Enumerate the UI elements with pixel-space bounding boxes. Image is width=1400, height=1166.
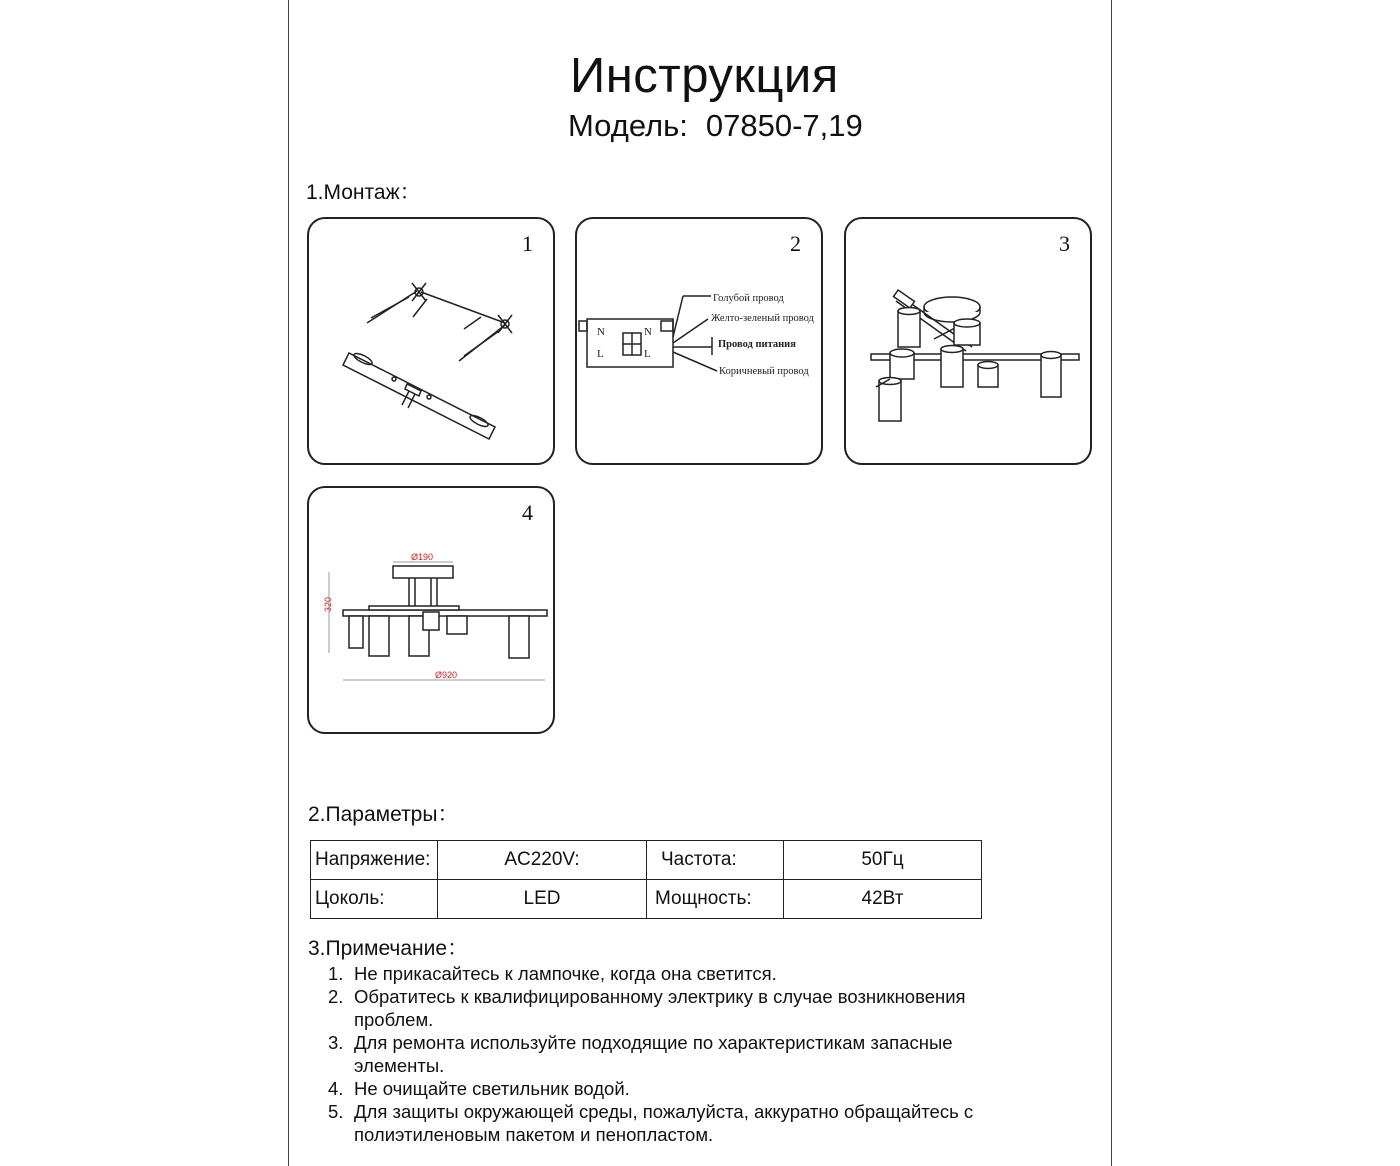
mounting-bracket-illustration xyxy=(309,219,557,467)
table-row xyxy=(311,880,982,919)
param-label: Мощность: xyxy=(647,880,784,919)
list-item: 3. Для ремонта используйте подходящие по характеристикам запасные элементы. xyxy=(328,1032,953,1076)
wire-label-yellow-green: Желто-зеленый провод xyxy=(711,313,814,324)
figure-panel-3 xyxy=(844,217,1092,465)
panel-number: 4 xyxy=(522,500,533,525)
figure-panel-1 xyxy=(307,217,555,465)
wire-label-blue: Голубой провод xyxy=(713,293,784,304)
figure-panel-2 xyxy=(575,217,823,465)
wire-label-brown: Коричневый провод xyxy=(719,366,809,377)
section-mounting-heading: 1.Монтаж： xyxy=(306,181,421,204)
dimension-drawing xyxy=(309,488,557,736)
dimension-height: 320 xyxy=(323,596,333,612)
list-item: 5. Для защиты окружающей среды, пожалуйста, аккуратно обращайтесь с полиэтиленовым пакетом и пенопластом. xyxy=(328,1101,974,1145)
terminal-letter-l: L xyxy=(597,348,604,360)
param-value: 42Вт xyxy=(784,880,982,919)
section-parameters-heading: 2.Параметры： xyxy=(308,803,459,826)
panel-number: 2 xyxy=(790,231,801,256)
page-title: Инструкция xyxy=(570,49,839,103)
wire-label-power: Провод питания xyxy=(718,339,796,350)
assembled-fixture-illustration xyxy=(846,219,1094,467)
parameters-table xyxy=(310,840,982,919)
param-value: LED xyxy=(438,880,647,919)
dimension-diameter-top: Ø190 xyxy=(411,552,434,562)
list-item: 4. Не очищайте светильник водой. xyxy=(328,1078,630,1099)
terminal-letter-l: L xyxy=(644,348,651,360)
param-value: AC220V: xyxy=(438,841,647,880)
model-label: Модель: xyxy=(568,108,688,143)
panel-number: 1 xyxy=(522,231,533,256)
param-value: 50Гц xyxy=(784,841,982,880)
param-label: Частота: xyxy=(647,841,784,880)
notes-list xyxy=(328,962,1034,1146)
table-row xyxy=(311,841,982,880)
param-label: Напряжение: xyxy=(311,841,438,880)
model-number: 07850-7,19 xyxy=(705,108,863,143)
dimension-diameter-total: Ø920 xyxy=(435,670,458,680)
section-notes-heading: 3.Примечание： xyxy=(308,937,469,960)
figure-panel-4 xyxy=(307,486,555,734)
panel-number: 3 xyxy=(1059,231,1070,256)
list-item: 2. Обратитесь к квалифицированному электрику в случае возникновения проблем. xyxy=(328,986,966,1030)
terminal-block-illustration xyxy=(577,219,825,467)
list-item: 1. Не прикасайтесь к лампочке, когда она светится. xyxy=(328,963,777,984)
terminal-letter-n: N xyxy=(644,326,652,338)
param-label: Цоколь: xyxy=(311,880,438,919)
terminal-letter-n: N xyxy=(597,326,605,338)
model-line xyxy=(568,108,863,144)
